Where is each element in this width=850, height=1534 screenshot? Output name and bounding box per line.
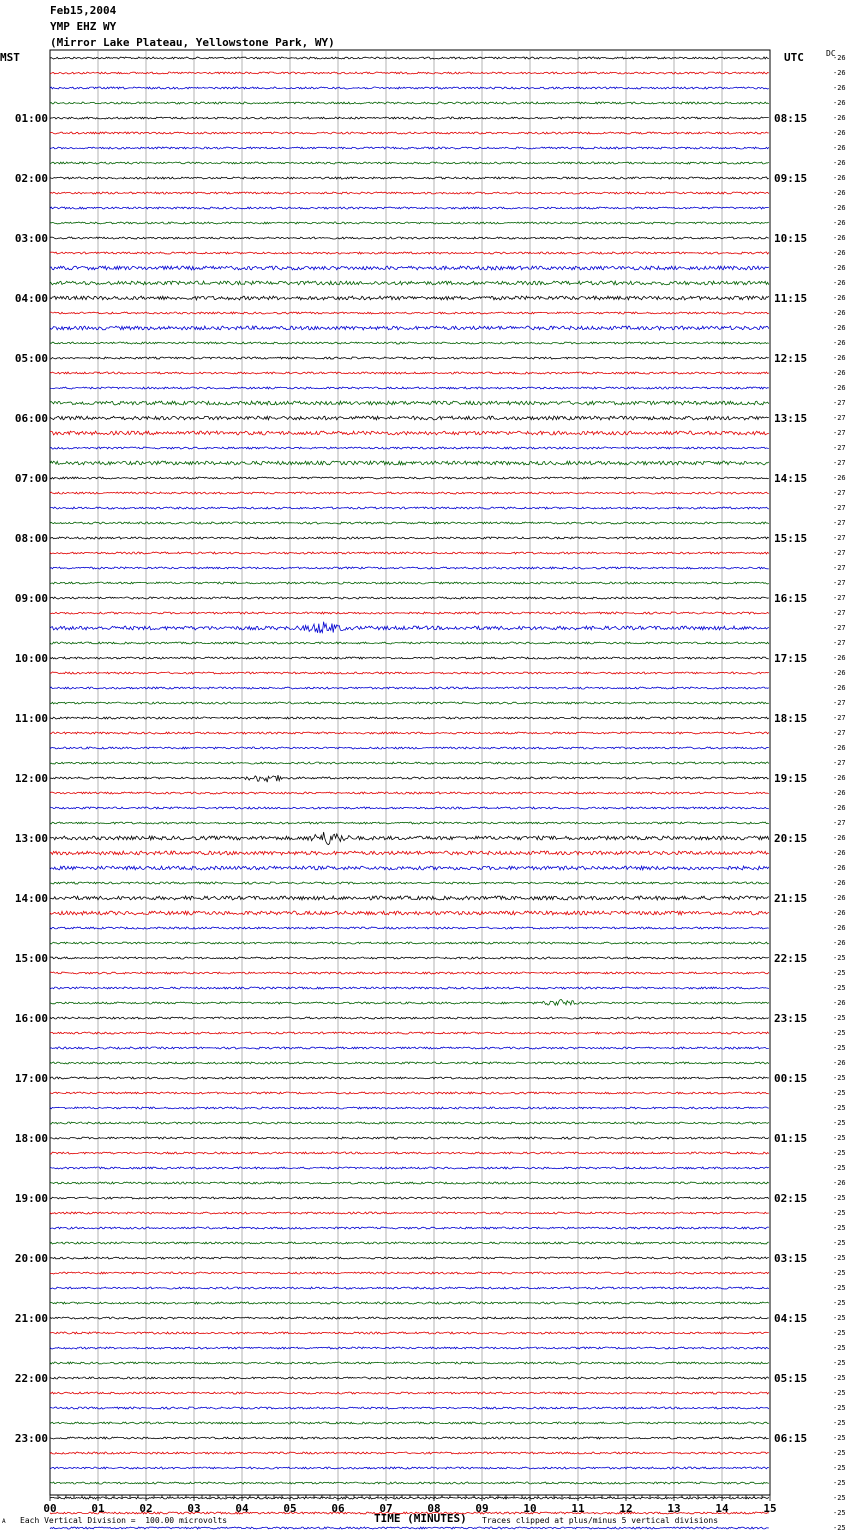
trace-line	[50, 927, 769, 929]
dc-offset-label: -25	[833, 1239, 846, 1247]
trace-line	[50, 1167, 769, 1169]
left-hour-label: 05:00	[14, 352, 48, 365]
x-tick-label: 08	[427, 1502, 441, 1515]
dc-offset-label: -27	[833, 534, 846, 542]
left-hour-label: 04:00	[14, 292, 48, 305]
trace-line	[50, 537, 769, 539]
dc-offset-label: -26	[833, 849, 846, 857]
dc-offset-label: -25	[833, 1389, 846, 1397]
trace-line	[50, 822, 769, 824]
dc-offset-label: -25	[833, 1104, 846, 1112]
dc-offset-label: -26	[833, 789, 846, 797]
dc-offset-label: -26	[833, 219, 846, 227]
dc-offset-label: -25	[833, 1314, 846, 1322]
x-tick-label: 11	[571, 1502, 585, 1515]
dc-offset-labels	[833, 54, 846, 1534]
left-hour-label: 07:00	[14, 472, 48, 485]
left-hour-label: 17:00	[14, 1072, 48, 1085]
dc-offset-label: -27	[833, 819, 846, 827]
trace-line	[50, 1377, 769, 1379]
trace-line	[50, 1047, 769, 1049]
x-tick-label: 02	[139, 1502, 153, 1515]
x-tick-label: 13	[667, 1502, 681, 1515]
dc-offset-header: DC	[826, 49, 836, 58]
trace-line	[50, 296, 769, 300]
dc-offset-label: -25	[833, 1524, 846, 1532]
right-hour-label: 03:15	[774, 1252, 808, 1265]
dc-offset-label: -27	[833, 504, 846, 512]
trace-line	[50, 237, 769, 239]
trace-line	[50, 1092, 769, 1094]
dc-offset-label: -27	[833, 444, 846, 452]
trace-line	[50, 866, 769, 870]
left-hour-label: 01:00	[14, 112, 48, 125]
dc-offset-label: -26	[833, 234, 846, 242]
trace-line	[50, 762, 769, 764]
dc-offset-label: -27	[833, 564, 846, 572]
trace-line	[50, 896, 769, 900]
dc-offset-label: -25	[833, 1194, 846, 1202]
trace-line	[50, 1077, 769, 1079]
dc-offset-label: -25	[833, 1209, 846, 1217]
right-hour-label: 01:15	[774, 1132, 808, 1145]
left-hour-label: 23:00	[14, 1432, 48, 1445]
dc-offset-label: -25	[833, 1254, 846, 1262]
trace-line	[50, 281, 769, 285]
dc-offset-label: -26	[833, 384, 846, 392]
left-hour-label: 19:00	[14, 1192, 48, 1205]
dc-offset-label: -26	[833, 114, 846, 122]
dc-offset-label: -26	[833, 309, 846, 317]
left-hour-label: 11:00	[14, 712, 48, 725]
right-hour-label: 13:15	[774, 412, 808, 425]
chart-title-station: YMP EHZ WY	[50, 20, 117, 33]
dc-offset-label: -26	[833, 864, 846, 872]
trace-line	[50, 657, 769, 659]
dc-offset-label: -27	[833, 729, 846, 737]
trace-line	[50, 612, 769, 614]
dc-offset-label: -27	[833, 624, 846, 632]
dc-offset-label: -25	[833, 1344, 846, 1352]
dc-offset-label: -25	[833, 1269, 846, 1277]
trace-line	[50, 1152, 769, 1154]
dc-offset-label: -26	[833, 744, 846, 752]
dc-offset-label: -26	[833, 774, 846, 782]
trace-line	[50, 252, 769, 254]
trace-line	[50, 132, 769, 134]
scale-note: Each Vertical Division = 100.00 microvolts	[20, 1516, 228, 1525]
right-hour-label: 08:15	[774, 112, 808, 125]
right-hour-label: 20:15	[774, 832, 808, 845]
dc-offset-label: -26	[833, 249, 846, 257]
trace-line	[50, 1062, 769, 1064]
dc-offset-label: -25	[833, 1119, 846, 1127]
trace-line	[50, 342, 769, 344]
right-hour-label: 16:15	[774, 592, 808, 605]
trace-line	[50, 1122, 769, 1124]
trace-line	[50, 387, 769, 389]
x-tick-label: 15	[763, 1502, 777, 1515]
right-hour-label: 04:15	[774, 1312, 808, 1325]
right-hour-label: 10:15	[774, 232, 808, 245]
dc-offset-label: -27	[833, 714, 846, 722]
dc-offset-label: -25	[833, 1434, 846, 1442]
dc-offset-label: -25	[833, 1329, 846, 1337]
trace-line	[50, 477, 769, 479]
dc-offset-label: -27	[833, 519, 846, 527]
trace-line	[50, 1227, 769, 1229]
trace-line	[50, 972, 769, 974]
trace-line	[50, 1392, 769, 1394]
dc-offset-label: -26	[833, 144, 846, 152]
dc-offset-label: -27	[833, 609, 846, 617]
trace-line	[50, 582, 769, 584]
trace-line	[50, 312, 769, 314]
dc-offset-label: -26	[833, 834, 846, 842]
left-timezone-label: MST	[0, 51, 20, 64]
trace-line	[50, 461, 769, 465]
x-tick-label: 03	[187, 1502, 201, 1515]
dc-offset-label: -27	[833, 399, 846, 407]
trace-line	[50, 1137, 769, 1139]
dc-offset-label: -25	[833, 1494, 846, 1502]
dc-offset-label: -26	[833, 1179, 846, 1187]
trace-line	[50, 552, 769, 554]
trace-line	[50, 1527, 769, 1529]
dc-offset-label: -26	[833, 99, 846, 107]
trace-line	[50, 207, 769, 209]
dc-offset-label: -25	[833, 1164, 846, 1172]
dc-offset-label: -26	[833, 54, 846, 62]
dc-offset-label: -26	[833, 474, 846, 482]
dc-offset-label: -25	[833, 1509, 846, 1517]
dc-offset-label: -26	[833, 159, 846, 167]
trace-line	[50, 507, 769, 509]
trace-line	[50, 1182, 769, 1184]
right-hour-label: 12:15	[774, 352, 808, 365]
right-hour-label: 22:15	[774, 952, 808, 965]
trace-line	[50, 1242, 769, 1244]
dc-offset-label: -25	[833, 1089, 846, 1097]
left-hour-label: 15:00	[14, 952, 48, 965]
dc-offset-label: -26	[833, 279, 846, 287]
dc-offset-label: -27	[833, 429, 846, 437]
left-hour-label: 03:00	[14, 232, 48, 245]
right-hour-label: 06:15	[774, 1432, 808, 1445]
trace-line	[50, 1497, 769, 1499]
plot-grid	[50, 50, 770, 1495]
trace-line	[50, 911, 769, 915]
dc-offset-label: -26	[833, 354, 846, 362]
right-timezone-label: UTC	[784, 51, 804, 64]
dc-offset-label: -26	[833, 174, 846, 182]
trace-line	[50, 357, 769, 359]
dc-offset-label: -26	[833, 129, 846, 137]
trace-line	[50, 1272, 769, 1274]
trace-line	[50, 775, 769, 782]
trace-line	[50, 1437, 769, 1439]
x-axis-label: TIME (MINUTES)	[374, 1512, 467, 1525]
trace-line	[50, 492, 769, 494]
trace-line	[50, 1407, 769, 1409]
left-hour-label: 06:00	[14, 412, 48, 425]
trace-line	[50, 747, 769, 749]
dc-offset-label: -27	[833, 759, 846, 767]
trace-line	[50, 431, 769, 435]
trace-line	[50, 147, 769, 149]
trace-line	[50, 792, 769, 794]
dc-offset-label: -25	[833, 1449, 846, 1457]
trace-line	[50, 672, 769, 674]
trace-line	[50, 597, 769, 599]
left-hour-label: 13:00	[14, 832, 48, 845]
dc-offset-label: -27	[833, 699, 846, 707]
dc-offset-label: -25	[833, 969, 846, 977]
right-hour-label: 23:15	[774, 1012, 808, 1025]
trace-line	[50, 1422, 769, 1424]
x-tick-label: 09	[475, 1502, 489, 1515]
dc-offset-label: -26	[833, 339, 846, 347]
right-hour-label: 11:15	[774, 292, 808, 305]
dc-offset-label: -25	[833, 1284, 846, 1292]
trace-line	[50, 832, 769, 845]
trace-line	[50, 702, 769, 704]
dc-offset-label: -25	[833, 1299, 846, 1307]
left-hour-label: 14:00	[14, 892, 48, 905]
trace-line	[50, 642, 769, 644]
trace-line	[50, 1482, 769, 1484]
trace-line	[50, 447, 769, 449]
dc-offset-label: -26	[833, 879, 846, 887]
clip-note: Traces clipped at plus/minus 5 vertical divisions	[482, 1516, 719, 1525]
dc-offset-label: -27	[833, 414, 846, 422]
trace-line	[50, 1332, 769, 1334]
chart-title-location: (Mirror Lake Plateau, Yellowstone Park, WY)	[50, 36, 335, 49]
trace-line	[50, 372, 769, 374]
dc-offset-label: -27	[833, 489, 846, 497]
dc-offset-label: -27	[833, 639, 846, 647]
chart-title-date: Feb15,2004	[50, 4, 117, 17]
dc-offset-label: -27	[833, 594, 846, 602]
trace-line	[50, 987, 769, 989]
dc-offset-label: -25	[833, 1374, 846, 1382]
dc-offset-label: -27	[833, 459, 846, 467]
trace-line	[50, 1257, 769, 1259]
dc-offset-label: -26	[833, 294, 846, 302]
dc-offset-label: -25	[833, 1404, 846, 1412]
right-hour-label: 05:15	[774, 1372, 808, 1385]
footer-left-mark: A	[2, 1518, 6, 1525]
dc-offset-label: -27	[833, 579, 846, 587]
trace-line	[50, 1017, 769, 1019]
dc-offset-label: -25	[833, 1149, 846, 1157]
right-hour-label: 18:15	[774, 712, 808, 725]
trace-line	[50, 851, 769, 855]
dc-offset-label: -26	[833, 924, 846, 932]
x-tick-label: 01	[91, 1502, 105, 1515]
dc-offset-label: -25	[833, 1464, 846, 1472]
dc-offset-label: -26	[833, 654, 846, 662]
trace-line	[50, 1452, 769, 1454]
dc-offset-label: -26	[833, 204, 846, 212]
trace-line	[50, 177, 769, 179]
dc-offset-label: -26	[833, 999, 846, 1007]
trace-line	[50, 807, 769, 809]
trace-group	[50, 57, 769, 1534]
trace-line	[50, 192, 769, 194]
trace-line	[50, 102, 769, 104]
plot-frame	[50, 50, 770, 1495]
right-hour-label: 14:15	[774, 472, 808, 485]
right-hour-label: 09:15	[774, 172, 808, 185]
right-hour-label: 19:15	[774, 772, 808, 785]
trace-line	[50, 117, 769, 119]
dc-offset-label: -25	[833, 1029, 846, 1037]
trace-line	[50, 72, 769, 74]
x-tick-label: 12	[619, 1502, 633, 1515]
trace-line	[50, 732, 769, 734]
trace-line	[50, 1000, 769, 1006]
x-tick-label: 00	[43, 1502, 57, 1515]
trace-line	[50, 1032, 769, 1034]
left-hour-label: 02:00	[14, 172, 48, 185]
dc-offset-label: -26	[833, 189, 846, 197]
right-hour-label: 02:15	[774, 1192, 808, 1205]
trace-line	[50, 222, 769, 224]
trace-line	[50, 1302, 769, 1304]
x-tick-label: 06	[331, 1502, 345, 1515]
trace-line	[50, 717, 769, 719]
left-hour-label: 22:00	[14, 1372, 48, 1385]
left-hour-label: 08:00	[14, 532, 48, 545]
left-hour-label: 09:00	[14, 592, 48, 605]
dc-offset-label: -26	[833, 1059, 846, 1067]
right-hour-label: 17:15	[774, 652, 808, 665]
dc-offset-label: -25	[833, 1134, 846, 1142]
left-hour-label: 10:00	[14, 652, 48, 665]
x-tick-label: 07	[379, 1502, 393, 1515]
left-hour-label: 12:00	[14, 772, 48, 785]
dc-offset-label: -25	[833, 1359, 846, 1367]
trace-line	[50, 957, 769, 959]
left-hour-label: 21:00	[14, 1312, 48, 1325]
dc-offset-label: -27	[833, 549, 846, 557]
dc-offset-label: -26	[833, 669, 846, 677]
dc-offset-label: -26	[833, 894, 846, 902]
trace-line	[50, 1317, 769, 1319]
dc-offset-label: -25	[833, 954, 846, 962]
dc-offset-label: -26	[833, 84, 846, 92]
dc-offset-label: -25	[833, 1044, 846, 1052]
x-tick-label: 14	[715, 1502, 729, 1515]
trace-line	[50, 1197, 769, 1199]
x-tick-label: 10	[523, 1502, 537, 1515]
trace-line	[50, 416, 769, 420]
trace-line	[50, 1107, 769, 1109]
trace-line	[50, 266, 769, 270]
dc-offset-label: -26	[833, 69, 846, 77]
dc-offset-label: -26	[833, 684, 846, 692]
dc-offset-label: -25	[833, 984, 846, 992]
trace-line	[50, 622, 769, 633]
right-hour-label: 15:15	[774, 532, 808, 545]
dc-offset-label: -26	[833, 909, 846, 917]
trace-line	[50, 326, 769, 330]
trace-line	[50, 522, 769, 524]
x-tick-label: 05	[283, 1502, 297, 1515]
trace-line	[50, 87, 769, 89]
dc-offset-label: -25	[833, 1224, 846, 1232]
left-hour-label: 16:00	[14, 1012, 48, 1025]
trace-line	[50, 1287, 769, 1289]
left-hour-label: 18:00	[14, 1132, 48, 1145]
trace-line	[50, 1362, 769, 1364]
trace-line	[50, 401, 769, 405]
trace-line	[50, 162, 769, 164]
trace-line	[50, 687, 769, 689]
trace-line	[50, 882, 769, 884]
trace-line	[50, 1212, 769, 1214]
trace-line	[50, 567, 769, 569]
dc-offset-label: -25	[833, 1074, 846, 1082]
trace-line	[50, 1347, 769, 1349]
trace-line	[50, 57, 769, 59]
trace-line	[50, 942, 769, 944]
right-hour-label: 00:15	[774, 1072, 808, 1085]
dc-offset-label: -26	[833, 939, 846, 947]
dc-offset-label: -25	[833, 1014, 846, 1022]
x-tick-label: 04	[235, 1502, 249, 1515]
dc-offset-label: -26	[833, 264, 846, 272]
dc-offset-label: -25	[833, 1419, 846, 1427]
dc-offset-label: -26	[833, 324, 846, 332]
left-hour-label: 20:00	[14, 1252, 48, 1265]
right-hour-label: 21:15	[774, 892, 808, 905]
dc-offset-label: -26	[833, 369, 846, 377]
dc-offset-label: -25	[833, 1479, 846, 1487]
dc-offset-label: -26	[833, 804, 846, 812]
trace-line	[50, 1467, 769, 1469]
